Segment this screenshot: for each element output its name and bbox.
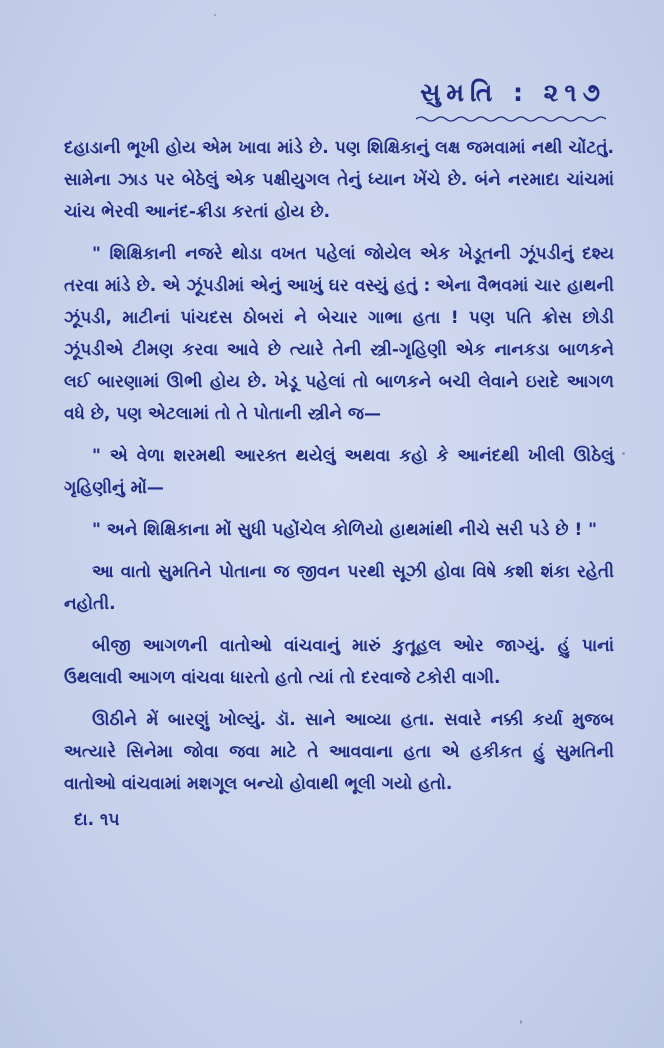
header-wavy-rule: [416, 115, 606, 123]
paper-speck: [520, 1020, 522, 1024]
footer-date: દા. ૧૫: [74, 810, 120, 830]
running-title: સુમતિ : ૨૧૭: [420, 78, 606, 107]
paragraph-continuation: દહાડાની ભૂખી હોય એમ ખાવા માંડે છે. પણ શિક્ષિકાનું લક્ષ જમવામાં નથી ચોંટતું. સામેના ઝાડ પર બેઠેલું એક પક્ષીયુગલ તેનું ધ્યાન ખેંચે છે. બંને નરમાદા ચાંચમાં ચાંચ ભેરવી આનંદ-ક્રીડા કરતાં હોય છે.: [64, 138, 614, 222]
page-body: [64, 132, 614, 836]
paper-speck: [622, 452, 625, 455]
paragraph-morsel-falls: " અને શિક્ષિકાના મોં સુધી પહોંચેલ કોળિયો હાથમાંથી નીચે સરી પડે છે ! ": [92, 520, 597, 540]
paragraph-housewife-face: " એ વેળા શરમથી આરક્ત થયેલું અથવા કહો કે આનંદથી ખીલી ઊઠેલું ગૃહિણીનું મોં—: [64, 446, 614, 498]
paper-speck: [214, 14, 216, 16]
paragraph-farmer-hut: " શિક્ષિકાની નજરે થોડા વખત પહેલાં જોયેલ એક ખેડૂતની ઝૂંપડીનું દશ્ય તરવા માંડે છે. એ ઝૂંપડીમાં એનું આખું ઘર વસ્યું હતું : એના વૈભવમાં ચાર હાથની ઝૂંપડી, માટીનાં પાંચદસ ઠોબરાં ને બેચાર ગાભા હતા ! પણ પતિ ક્રોસ છોડી ઝૂંપડીએ ટીમણ કરવા આવે છે ત્યારે તેની સ્ત્રી-ગૃહિણી એક નાનકડા બાળકને લઈ બારણામાં ઊભી હોય છે. ખેડૂ પહેલાં તો બાળકને બચી લેવાને ઇરાદે આગળ વધે છે, પણ એટલામાં તો તે પોતાની સ્ત્રીને જ—: [64, 244, 614, 424]
paragraph-door-knock: બીજી આગળની વાતોઓ વાંચવાનું મારું કુતૂહલ ઓર જાગ્યું. હું પાનાં ઉથલાવી આગળ વાંચવા ધારતો હતો ત્યાં તો દરવાજે ટકોરી વાગી.: [64, 636, 614, 688]
page-header: [416, 78, 606, 127]
paragraph-dr-sane: ઊઠીને મેં બારણું ખોલ્યું. ડૉ. સાને આવ્યા હતા. સવારે નક્કી કર્યા મુજબ અત્યારે સિનેમા જોવા જવા માટે તે આવવાના હતા એ હકીકત હું સુમતિની વાતોઓ વાંચવામાં મશગૂલ બન્યો હોવાથી ભૂલી ગયો હતો.: [64, 710, 614, 794]
paragraph-sumati-doubt: આ વાતો સુમતિને પોતાના જ જીવન પરથી સૂઝી હોવા વિષે કશી શંકા રહેતી નહોતી.: [64, 562, 614, 614]
